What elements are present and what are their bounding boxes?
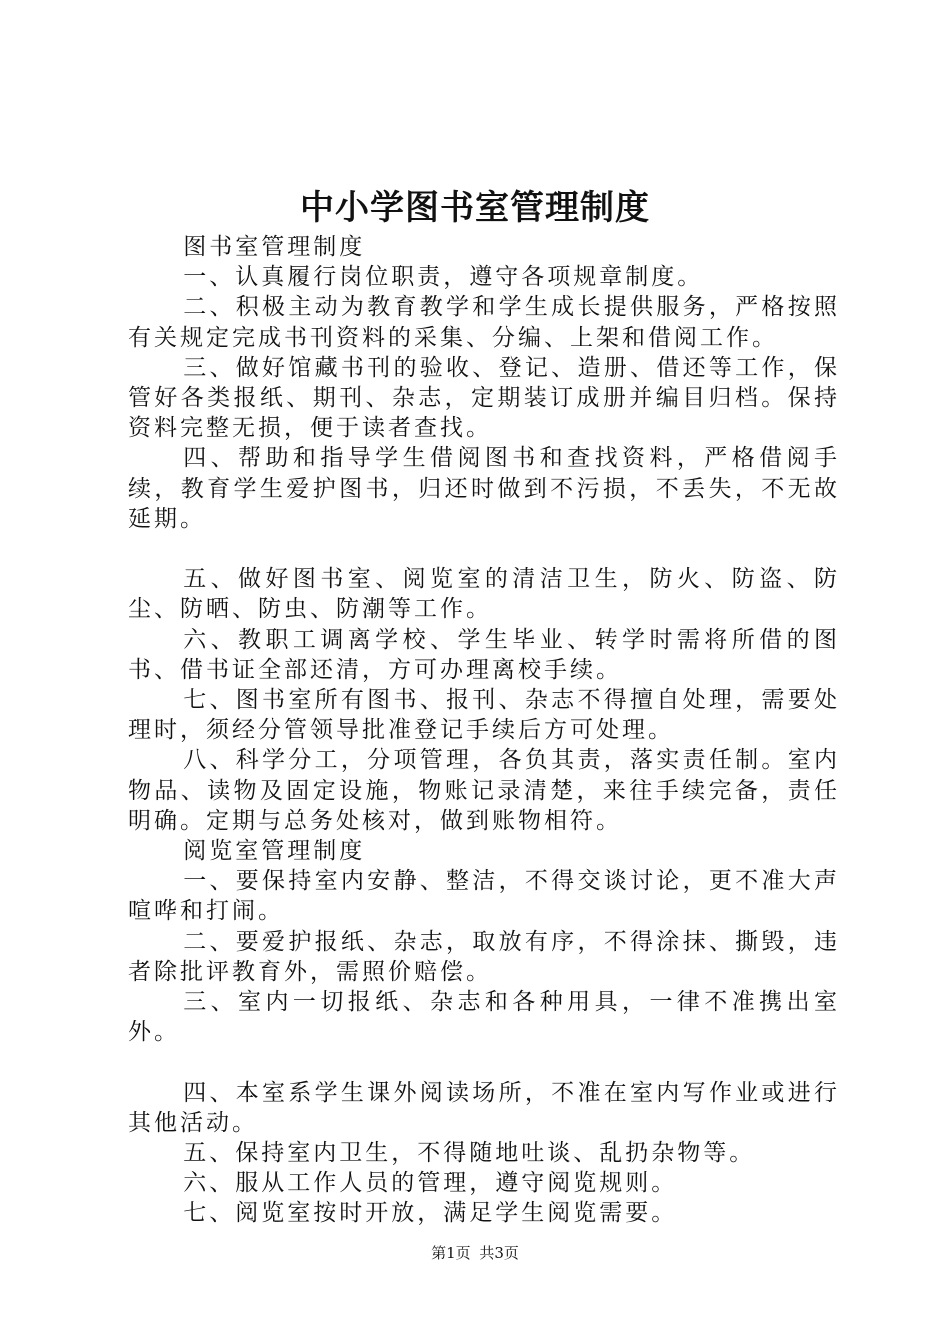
paragraph: 二、积极主动为教育教学和学生成长提供服务，严格按照有关规定完成书刊资料的采集、分编、上架和借阅工作。 <box>128 294 840 351</box>
paragraph: 五、保持室内卫生，不得随地吐谈、乱扔杂物等。 <box>183 1140 756 1167</box>
paragraph: 四、帮助和指导学生借阅图书和查找资料，严格借阅手续，教育学生爱护图书，归还时做到不污损，不丢失，不无故延期。 <box>128 445 840 532</box>
paragraph: 七、图书室所有图书、报刊、杂志不得擅自处理，需要处理时，须经分管领导批准登记手续后方可处理。 <box>128 687 840 744</box>
document-body <box>128 232 840 1229</box>
paragraph: 三、室内一切报纸、杂志和各种用具，一律不准携出室外。 <box>128 989 840 1046</box>
paragraph: 一、要保持室内安静、整洁，不得交谈讨论，更不准大声喧哗和打闹。 <box>128 868 840 925</box>
page-number: 第1页 <box>431 1244 471 1262</box>
paragraph: 一、认真履行岗位职责，遵守各项规章制度。 <box>183 264 704 291</box>
paragraph: 八、科学分工，分项管理，各负其责，落实责任制。室内物品、读物及固定设施，物账记录清楚，来往手续完备，责任明确。定期与总务处核对，做到账物相符。 <box>128 747 840 834</box>
paragraph: 二、要爱护报纸、杂志，取放有序，不得涂抹、撕毁，违者除批评教育外，需照价赔偿。 <box>128 928 840 985</box>
page-footer <box>0 1243 950 1263</box>
paragraph: 三、做好馆藏书刊的验收、登记、造册、借还等工作，保管好各类报纸、期刊、杂志，定期装订成册并编目归档。保持资料完整无损，便于读者查找。 <box>128 354 840 442</box>
paragraph: 六、服从工作人员的管理，遵守阅览规则。 <box>183 1170 678 1197</box>
paragraph: 四、本室系学生课外阅读场所，不准在室内写作业或进行其他活动。 <box>128 1079 840 1136</box>
paragraph: 五、做好图书室、阅览室的清洁卫生，防火、防盗、防尘、防晒、防虫、防潮等工作。 <box>128 566 840 623</box>
page-total: 共3页 <box>479 1244 519 1262</box>
paragraph: 六、教职工调离学校、学生毕业、转学时需将所借的图书、借书证全部还清，方可办理离校手续。 <box>128 626 840 683</box>
paragraph: 七、阅览室按时开放，满足学生阅览需要。 <box>183 1200 678 1227</box>
page-title: 中小学图书室管理制度 <box>300 188 650 228</box>
paragraph: 阅览室管理制度 <box>183 838 366 865</box>
paragraph: 图书室管理制度 <box>183 234 366 260</box>
